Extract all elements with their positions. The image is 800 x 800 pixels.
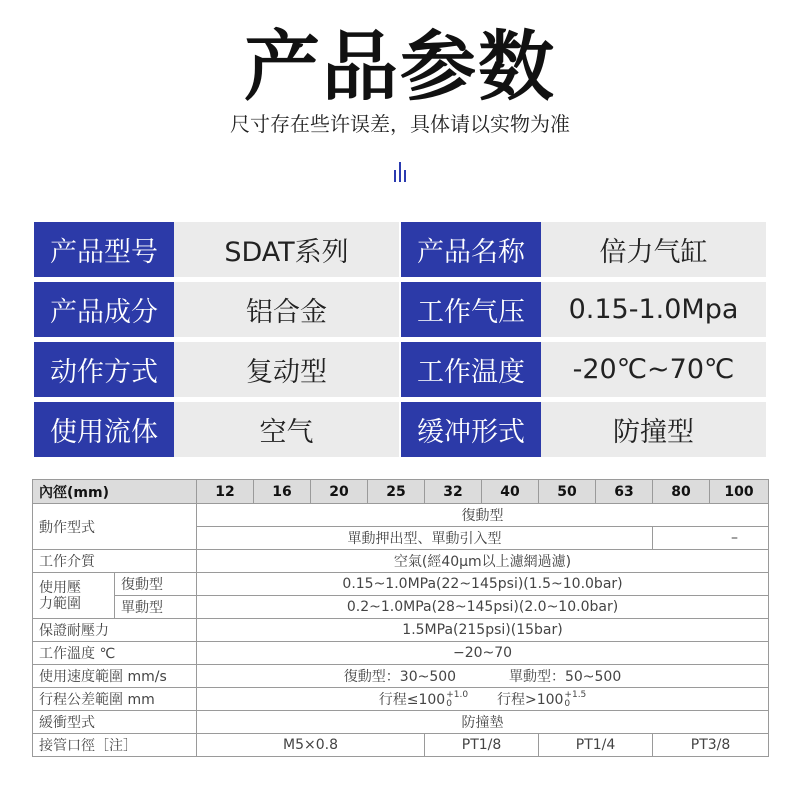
spec-table (32, 479, 769, 757)
bore-cell: 25 (368, 480, 425, 504)
tol-b: 行程>100 (496, 692, 564, 708)
cell-value: PT1/4 (539, 734, 653, 757)
tol-b-upper: +1.5 (564, 690, 587, 700)
table-row (33, 596, 769, 619)
row-label: 使用速度範圍 mm/s (33, 665, 197, 688)
cell-value: 單動押出型、單動引入型 (197, 527, 653, 550)
tol-a-upper: +1.0 (446, 690, 469, 700)
param-value: 空气 (174, 402, 399, 457)
cell-value: PT3/8 (653, 734, 769, 757)
table-row (33, 734, 769, 757)
sub-label: 單動型 (115, 596, 197, 619)
param-label: 工作温度 (401, 342, 541, 397)
bore-cell: 16 (254, 480, 311, 504)
table-row (33, 550, 769, 573)
cell-value: −20~70 (197, 642, 769, 665)
param-value: 0.15-1.0Mpa (541, 282, 766, 337)
param-label: 工作气压 (401, 282, 541, 337)
tol-a: 行程≤100 (378, 692, 446, 708)
param-label: 产品名称 (401, 222, 541, 277)
bore-cell: 100 (710, 480, 769, 504)
param-label: 动作方式 (34, 342, 174, 397)
bore-cell: 50 (539, 480, 596, 504)
bore-cell: 63 (596, 480, 653, 504)
param-label: 产品型号 (34, 222, 174, 277)
cell-value: 防撞墊 (197, 711, 769, 734)
param-grid (34, 222, 766, 462)
param-label: 缓冲形式 (401, 402, 541, 457)
param-value: 铝合金 (174, 282, 399, 337)
cell-value: – (653, 527, 769, 550)
table-row (33, 688, 769, 711)
bore-cell: 40 (482, 480, 539, 504)
table-row (33, 665, 769, 688)
row-label-line: 使用壓 (39, 579, 81, 596)
table-header-row (33, 480, 769, 504)
row-label: 工作介質 (33, 550, 197, 573)
speed-single: 單動型：50~500 (508, 669, 622, 685)
row-label: 保證耐壓力 (33, 619, 197, 642)
param-row (34, 402, 766, 457)
page-subtitle: 尺寸存在些许误差，具体请以实物为准 (230, 112, 570, 136)
table-row (33, 619, 769, 642)
cell-value: PT1/8 (425, 734, 539, 757)
cell-value (197, 688, 769, 711)
param-value: -20℃~70℃ (541, 342, 766, 397)
param-row (34, 222, 766, 277)
table-row (33, 711, 769, 734)
table-row (33, 573, 769, 596)
param-label: 使用流体 (34, 402, 174, 457)
tol-b-lower: 0 (564, 699, 571, 709)
table-row (33, 642, 769, 665)
table-row (33, 504, 769, 527)
speed-double: 復動型：30~500 (343, 669, 457, 685)
cell-value (197, 665, 769, 688)
param-value: 倍力气缸 (541, 222, 766, 277)
tol-a-lower: 0 (446, 699, 452, 709)
row-label: 動作型式 (33, 504, 197, 550)
cell-value: M5×0.8 (197, 734, 425, 757)
bore-cell: 12 (197, 480, 254, 504)
row-label-line: 力範圍 (39, 595, 81, 612)
cell-value: 0.2~1.0MPa(28~145psi)(2.0~10.0bar) (197, 596, 769, 619)
param-value: 防撞型 (541, 402, 766, 457)
param-row (34, 282, 766, 337)
row-label: 緩衝型式 (33, 711, 197, 734)
cell-value: 復動型 (197, 504, 769, 527)
row-label: 行程公差範圍 mm (33, 688, 197, 711)
param-label: 产品成分 (34, 282, 174, 337)
row-label: 工作溫度 ℃ (33, 642, 197, 665)
bore-cell: 20 (311, 480, 368, 504)
divider-bars-icon (392, 162, 408, 182)
param-value: SDAT系列 (174, 222, 399, 277)
row-label: 接管口徑［注］ (33, 734, 197, 757)
bore-cell: 32 (425, 480, 482, 504)
page-title: 产品参数 (244, 22, 556, 111)
bore-header: 內徑(mm) (33, 480, 197, 504)
param-value: 复动型 (174, 342, 399, 397)
cell-value: 0.15~1.0MPa(22~145psi)(1.5~10.0bar) (197, 573, 769, 596)
param-row (34, 342, 766, 397)
cell-value: 1.5MPa(215psi)(15bar) (197, 619, 769, 642)
row-label (33, 573, 115, 619)
cell-value: 空氣(經40μm以上濾網過濾) (197, 550, 769, 573)
sub-label: 復動型 (115, 573, 197, 596)
bore-cell: 80 (653, 480, 710, 504)
